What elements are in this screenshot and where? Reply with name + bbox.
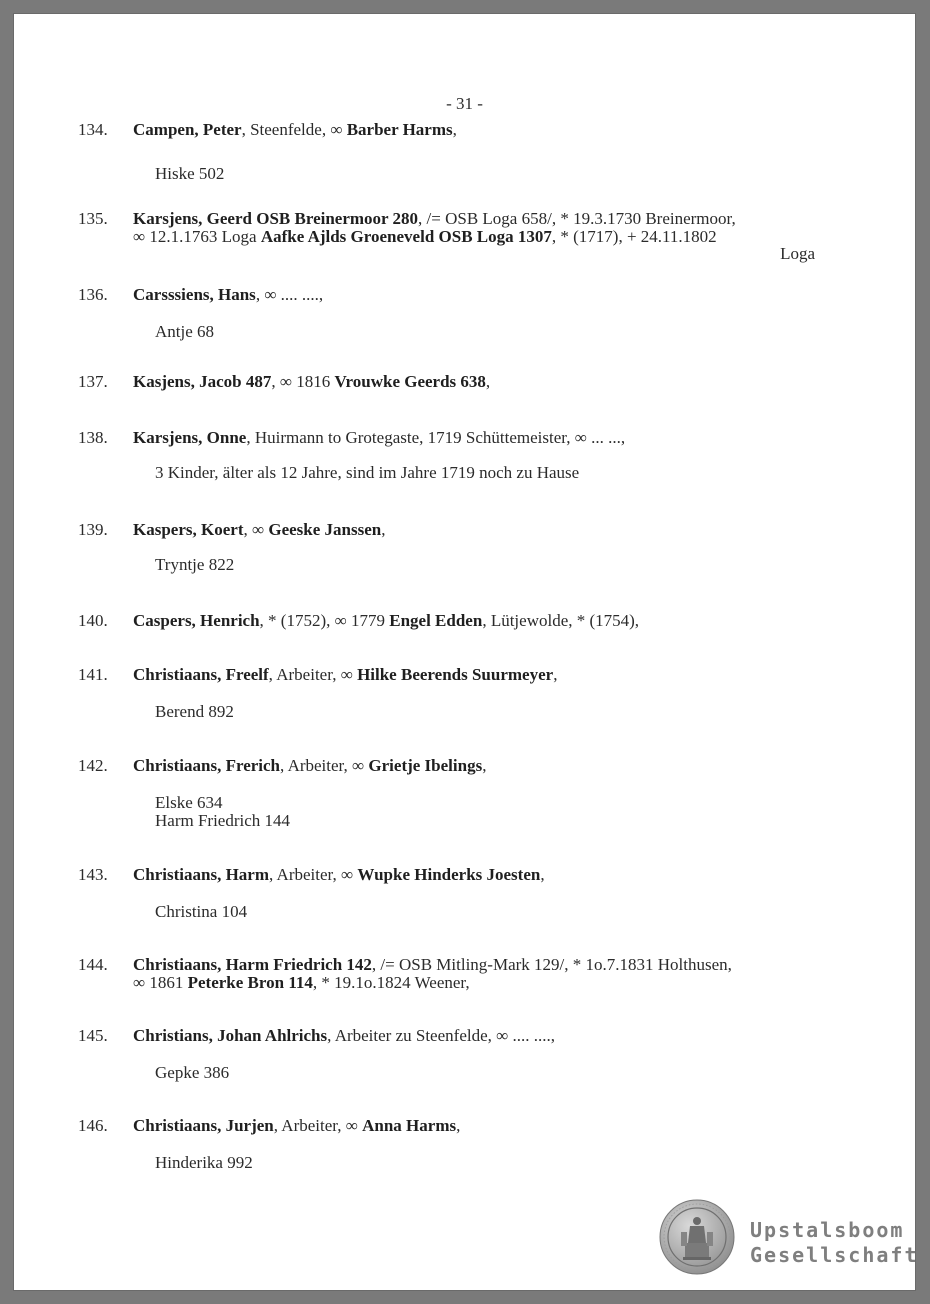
entry-text: ∞ 1861 xyxy=(133,973,188,992)
entry-text: , * (1717), + 24.11.1802 xyxy=(551,227,717,246)
society-name xyxy=(750,1218,919,1268)
entry-text: , Huirmann to Grotegaste, 1719 Schüttemeister, ∞ ... ..., xyxy=(246,428,626,447)
entry-name-bold: Karsjens, Onne xyxy=(133,428,247,447)
entry-name-bold: Karsjens, Geerd OSB Breinermoor 280 xyxy=(133,209,419,228)
entry-number: 139. xyxy=(78,520,108,539)
entry-line xyxy=(133,612,639,630)
entry-text: , ∞ 1816 xyxy=(271,372,335,391)
entry-name-bold: Kaspers, Koert xyxy=(133,520,244,539)
entry-line xyxy=(133,373,490,391)
entry-line xyxy=(133,121,457,139)
entry-child: Berend 892 xyxy=(155,702,234,721)
entry-name-bold: Geeske Janssen xyxy=(268,520,382,539)
entry-child: 3 Kinder, älter als 12 Jahre, sind im Jahre 1719 noch zu Hause xyxy=(155,463,580,482)
entry-line xyxy=(133,286,323,304)
entry-name-bold: Hilke Beerends Suurmeyer xyxy=(357,665,554,684)
entry-line xyxy=(133,757,486,775)
entry-child: Tryntje 822 xyxy=(155,555,235,574)
entry-name-bold: Vrouwke Geerds 638 xyxy=(334,372,486,391)
entry-line xyxy=(133,429,625,447)
entry-number: 136. xyxy=(78,285,108,304)
entry-line xyxy=(133,866,545,884)
entry-text: , Arbeiter, ∞ xyxy=(280,756,369,775)
entry-text: , xyxy=(553,665,558,684)
entry-line xyxy=(133,1027,555,1045)
entry-name-bold: Carsssiens, Hans xyxy=(133,285,256,304)
entry-child: Hiske 502 xyxy=(155,164,225,183)
entry-name-bold: Caspers, Henrich xyxy=(133,611,260,630)
entry-child: Antje 68 xyxy=(155,322,215,341)
society-seal-icon xyxy=(659,1199,735,1275)
entry-name-bold: Wupke Hinderks Joesten xyxy=(357,865,541,884)
entry-number: 144. xyxy=(78,955,108,974)
entry-text: , xyxy=(485,372,491,391)
page-number: - 31 - xyxy=(446,94,483,113)
entry-name-bold: Christians, Johan Ahlrichs xyxy=(133,1026,328,1045)
entry-number: 140. xyxy=(78,611,108,630)
entry-text: , Arbeiter, ∞ xyxy=(273,1116,363,1135)
entry-name-bold: Campen, Peter xyxy=(133,120,242,139)
entry-number: 134. xyxy=(78,120,108,139)
entry-text: , Lütjewolde, * (1754), xyxy=(482,611,640,630)
entry-number: 146. xyxy=(78,1116,108,1135)
entry-number: 141. xyxy=(78,665,108,684)
entry-name-bold: Christiaans, Harm Friedrich 142 xyxy=(133,955,372,974)
entry-line xyxy=(133,521,385,539)
entry-text: , Arbeiter zu Steenfelde, ∞ .... ...., xyxy=(327,1026,555,1045)
entry-number: 138. xyxy=(78,428,108,447)
entry-text: , ∞ .... ...., xyxy=(255,285,324,304)
entry-name-bold: Christiaans, Frerich xyxy=(133,756,281,775)
entry-text: , * 19.1o.1824 Weener, xyxy=(312,973,470,992)
entry-text: ∞ 12.1.1763 Loga xyxy=(133,227,261,246)
entry-name-bold: Aafke Ajlds Groeneveld OSB Loga 1307 xyxy=(260,227,552,246)
entry-text: , Arbeiter, ∞ xyxy=(268,665,358,684)
entry-text: , /= OSB Mitling-Mark 129/, * 1o.7.1831 Holthusen, xyxy=(371,955,732,974)
entry-text: , xyxy=(540,865,545,884)
entry-text: , xyxy=(381,520,386,539)
entry-line xyxy=(133,1117,460,1135)
entry-name-bold: Barber Harms xyxy=(346,120,453,139)
entry-text: , xyxy=(456,1116,461,1135)
entry-text: , xyxy=(452,120,457,139)
entry-name-bold: Christiaans, Harm xyxy=(133,865,269,884)
entry-name-bold: Christiaans, Freelf xyxy=(133,665,269,684)
entry-line-continued xyxy=(133,974,470,992)
entry-child: Gepke 386 xyxy=(155,1063,230,1082)
document-page xyxy=(14,14,919,1290)
entry-text: , Steenfelde, ∞ xyxy=(241,120,347,139)
entry-name-bold: Kasjens, Jacob 487 xyxy=(133,372,272,391)
entry-line xyxy=(133,956,732,974)
entry-line-continued xyxy=(133,228,717,246)
entry-line xyxy=(133,210,736,228)
entry-line xyxy=(133,666,557,684)
entry-number: 137. xyxy=(78,372,108,391)
entry-text: , xyxy=(482,756,487,775)
entry-number: 145. xyxy=(78,1026,108,1045)
entry-number: 135. xyxy=(78,209,108,228)
entry-child: Hinderika 992 xyxy=(155,1153,253,1172)
entry-child: Elske 634 xyxy=(155,793,223,812)
entry-number: 142. xyxy=(78,756,108,775)
entry-text: , /= OSB Loga 658/, * 19.3.1730 Breinermoor, xyxy=(418,209,736,228)
entry-name-bold: Christiaans, Jurjen xyxy=(133,1116,274,1135)
entry-text: , Arbeiter, ∞ xyxy=(269,865,358,884)
society-name-line1: Upstalsboom xyxy=(750,1218,905,1242)
entry-name-bold: Anna Harms xyxy=(362,1116,457,1135)
entry-name-bold: Grietje Ibelings xyxy=(368,756,483,775)
entry-line-right: Loga xyxy=(780,244,815,263)
entry-number: 143. xyxy=(78,865,108,884)
entry-text: , * (1752), ∞ 1779 xyxy=(259,611,390,630)
entry-child: Christina 104 xyxy=(155,902,248,921)
entry-name-bold: Engel Edden xyxy=(389,611,483,630)
entry-text: , ∞ xyxy=(243,520,269,539)
entry-child: Harm Friedrich 144 xyxy=(155,811,291,830)
society-name-line2: Gesellschaft xyxy=(750,1243,919,1267)
entry-name-bold: Peterke Bron 114 xyxy=(187,973,313,992)
